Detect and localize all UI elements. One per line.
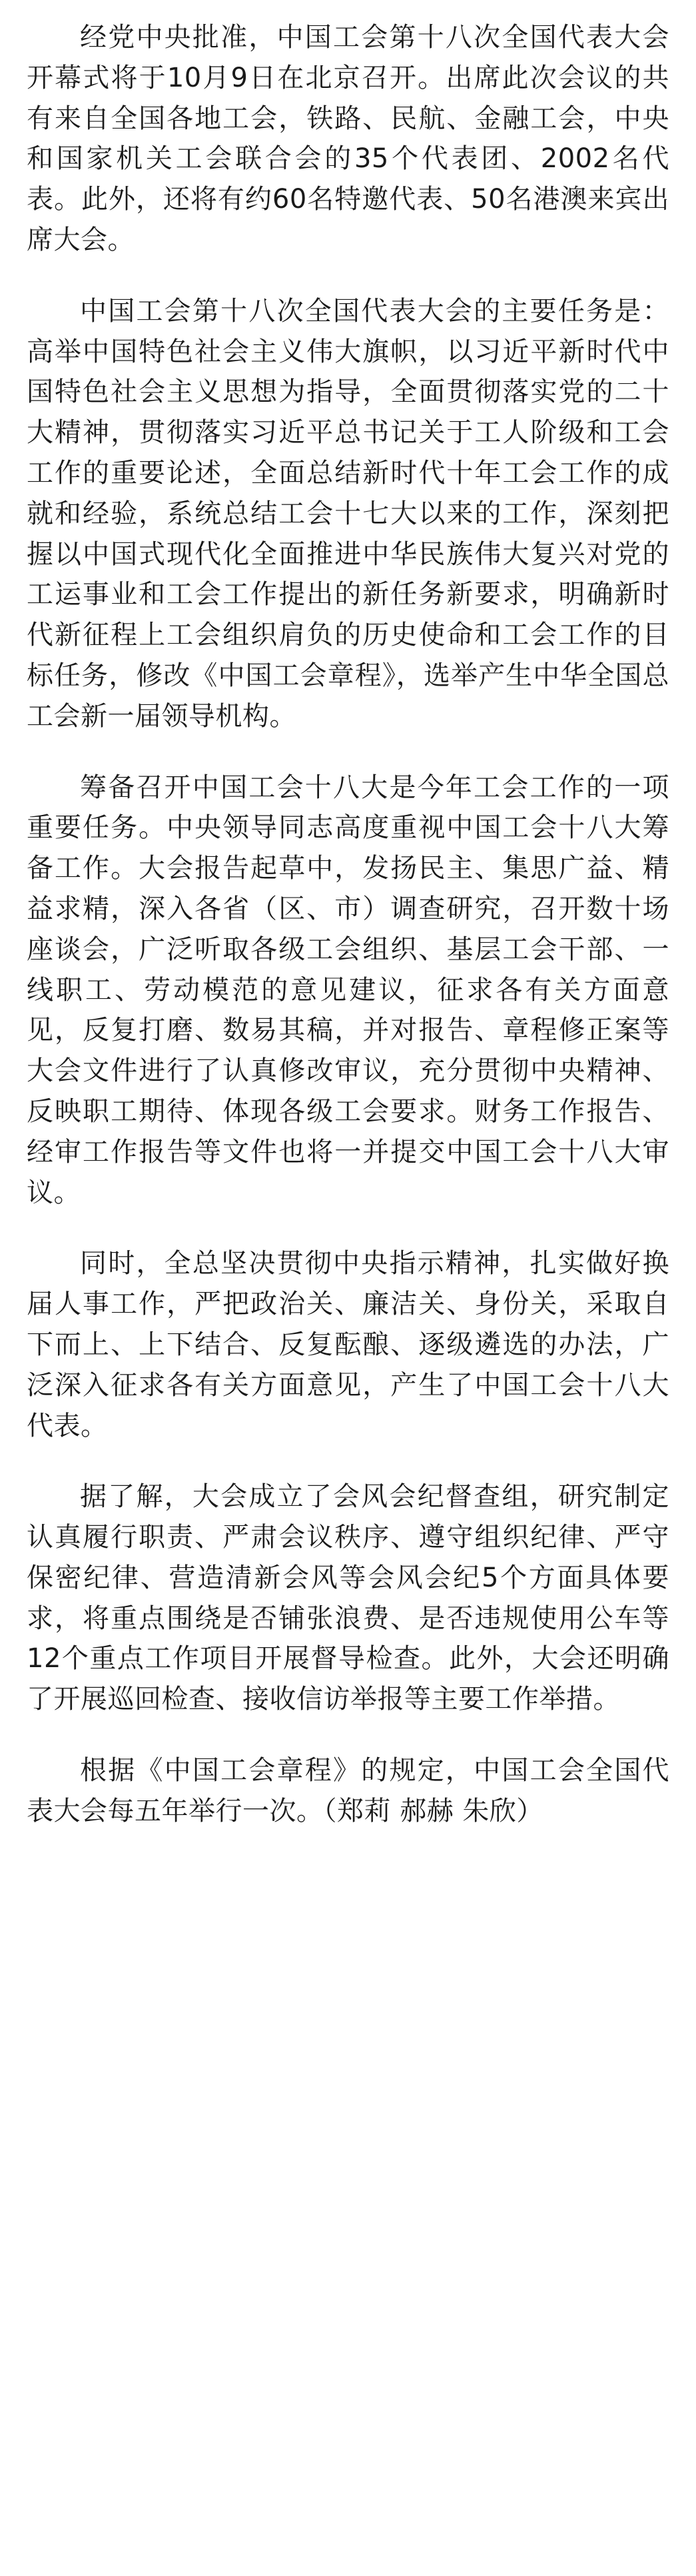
paragraph: 经党中央批准，中国工会第十八次全国代表大会开幕式将于10月9日在北京召开。出席此次会议的共有来自全国各地工会，铁路、民航、金融工会，中央和国家机关工会联合会的35个代表团、2002名代表。此外，还将有约60名特邀代表、50名港澳来宾出席大会。 — [27, 22, 669, 255]
paragraph: 据了解，大会成立了会风会纪督查组，研究制定认真履行职责、严肃会议秩序、遵守组织纪律、严守保密纪律、营造清新会风等会风会纪5个方面具体要求，将重点围绕是否铺张浪费、是否违规使用公车等12个重点工作项目开展督导检查。此外，大会还明确了开展巡回检查、接收信访举报等主要工作举措。 — [27, 1481, 669, 1715]
paragraph: 根据《中国工会章程》的规定，中国工会全国代表大会每五年举行一次。（郑莉 郝赫 朱欣） — [27, 1755, 669, 1826]
paragraph: 筹备召开中国工会十八大是今年工会工作的一项重要任务。中央领导同志高度重视中国工会十八大筹备工作。大会报告起草中，发扬民主、集思广益、精益求精，深入各省（区、市）调查研究，召开数十场座谈会，广泛听取各级工会组织、基层工会干部、一线职工、劳动模范的意见建议，征求各有关方面意见，反复打磨、数易其稿，并对报告、章程修正案等大会文件进行了认真修改审议，充分贯彻中央精神、反映职工期待、体现各级工会要求。财务工作报告、经审工作报告等文件也将一并提交中国工会十八大审议。 — [27, 772, 669, 1208]
paragraph: 中国工会第十八次全国代表大会的主要任务是：高举中国特色社会主义伟大旗帜，以习近平新时代中国特色社会主义思想为指导，全面贯彻落实党的二十大精神，贯彻落实习近平总书记关于工人阶级和工会工作的重要论述，全面总结新时代十年工会工作的成就和经验，系统总结工会十七大以来的工作，深刻把握以中国式现代化全面推进中华民族伟大复兴对党的工运事业和工会工作提出的新任务新要求，明确新时代新征程上工会组织肩负的历史使命和工会工作的目标任务，修改《中国工会章程》，选举产生中华全国总工会新一届领导机构。 — [27, 295, 669, 732]
paragraph: 同时，全总坚决贯彻中央指示精神，扎实做好换届人事工作，严把政治关、廉洁关、身份关，采取自下而上、上下结合、反复酝酿、逐级遴选的办法，广泛深入征求各有关方面意见，产生了中国工会十八大代表。 — [27, 1248, 669, 1441]
